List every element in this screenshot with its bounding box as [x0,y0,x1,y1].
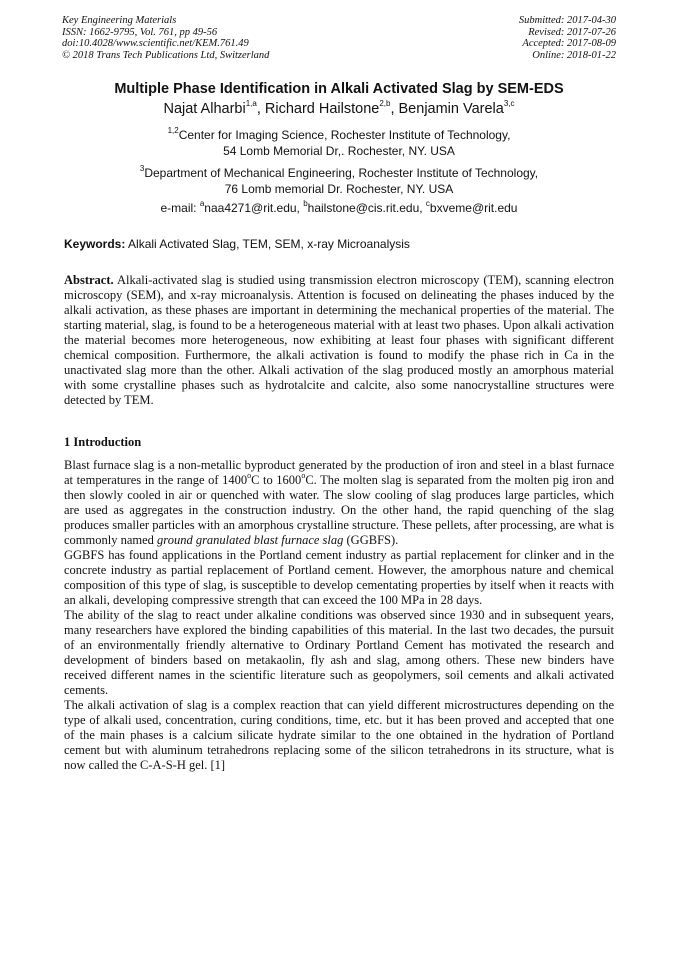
italic-term: ground granulated blast furnace slag [157,533,344,547]
author-sup: 3,c [503,99,515,109]
author-name: Najat Alharbi [163,101,246,117]
affiliation-1 [0,128,678,159]
online-date: Online: 2018-01-22 [532,49,616,61]
degree-sup: o [301,470,306,480]
affil-line: Department of Mechanical Engineering, Rochester Institute of Technology, [144,166,539,180]
text-run: Blast furnace slag is a non-metallic byproduct generated by the production of iron and steel in a blast furnace at temperatures in the range of 1400 [64,458,614,487]
keywords [64,237,410,251]
accepted-date: Accepted: 2017-08-09 [522,38,616,49]
author-name: Benjamin Varela [398,101,504,117]
copyright-line: © 2018 Trans Tech Publications Ltd, Switzerland [62,49,270,61]
email-line: e-mail: $^a$naa4271@rit.edu, $^b$hailstone@cis.rit.edu, $^c$bxveme@rit.edu [160,199,518,215]
email-prefix: e-mail: [160,201,200,215]
affil-sup: 1,2 [167,126,179,135]
paper-title: Multiple Phase Identification in Alkali Activated Slag by SEM-EDS [114,81,564,97]
abstract [64,273,614,408]
paragraph: The ability of the slag to react under alkaline conditions was observed since 1930 and in subsequent years, many researchers have explored the binding capabilities of this material. In the last two decades, the pursuit of an environmentally friendly alternative to Ordinary Portland Cement has motivated the research and development of binders based on metakaolin, fly ash and slag, among others. These new binders have received different names in the scientific literature such as geopolymers, soil cements and alkali activated cements. [64,608,614,697]
email-link[interactable]: bxveme@rit.edu [429,201,518,215]
paragraph: The alkali activation of slag is a complex reaction that can yield different microstructures depending on the type of alkali used, concentration, curing conditions, time, etc. but it has been proved and accepted that one of the main phases is a calcium silicate hydrate similar to the one obtained in the hydration of Portland cement but with aluminum tetrahedrons replacing some of the silicon tetrahedrons in its structure, what is now called the C-A-S-H gel. [1] [64,698,614,772]
text-run: C. The molten slag is separated from the molten pig iron and then slowly cooled in air or quenched with water. The slow cooling of slag produces large particles, which are used as aggregates in the construction industry. On the other hand, the rapid quenching of the slag produces smaller particles with an amorphous crystalline structure. These pellets, after processing, are what is commonly named [64,473,614,547]
doi-line: doi:10.4028/www.scientific.net/KEM.761.49 [62,38,249,49]
paragraph: GGBFS has found applications in the Portland cement industry as partial replacement for clinker and in the concrete industry as partial replacement of Portland cement. However, the amorphous nature and chemical composition of this type of slag, is susceptible to develop cementating properties by itself when it reacts with an alkali, developing compressive strength that can exceed the 100 MPa in 28 days. [64,548,614,607]
author-sup: 2,b [379,99,391,109]
submitted-date: Submitted: 2017-04-30 [518,15,616,26]
author-name: Richard Hailstone [264,101,380,117]
email-sup: b [303,199,308,208]
text-run: C to 1600 [251,473,302,487]
issn-line: ISSN: 1662-9795, Vol. 761, pp 49-56 [62,26,218,38]
introduction-body [64,458,614,773]
keywords-label: Keywords: [64,237,126,251]
dates-info [519,15,616,61]
journal-name: Key Engineering Materials [62,15,177,26]
email-sup: c [425,199,430,208]
journal-info [62,15,269,61]
email-sup: a [199,199,205,208]
abstract-label: Abstract. [64,273,114,287]
revised-date: Revised: 2017-07-26 [528,26,616,38]
author-list: Najat Alharbi$^{1,a}$, Richard Hailstone$^{2,b}$, Benjamin Varela$^{3,c}$ [163,99,515,117]
section-heading: 1 Introduction [64,435,142,449]
email-link[interactable]: hailstone@cis.rit.edu [307,201,420,215]
text-run: (GGBFS). [343,533,399,547]
paragraph [64,458,614,548]
affiliation-2 [0,166,678,197]
affil-line: 54 Lomb Memorial Dr,. Rochester, NY. USA [223,143,455,158]
keywords-text: Alkali Activated Slag, TEM, SEM, x-ray Microanalysis [125,237,410,251]
abstract-text: Alkali-activated slag is studied using transmission electron microscopy (TEM), scanning electron microscopy (SEM), and x-ray microanalysis. Attention is focused on delineating the phases induced by the alkali activation, as these phases are important in determining the mechanical properties of the material. The starting material, slag, is found to be a heterogeneous material with at least two phases. Upon alkali activation the material becomes more heterogeneous, now exhibiting at least four phases with significant different chemical composition. Furthermore, the alkali activation is found to modify the phase rich in Ca in the unactivated slag more than the other. Alkali activation of the slag produced mostly an amorphous material with some crystalline phases such as hydrotalcite and calcite, also some nanocrystalline structures were detected by TEM. [64,273,614,407]
affil-sup: 3 [139,164,145,173]
affil-line: 76 Lomb memorial Dr. Rochester, NY. USA [224,181,454,196]
degree-sup: o [247,470,252,480]
author-sup: 1,a [245,99,257,109]
email-link[interactable]: naa4271@rit.edu [204,201,297,215]
affil-line: Center for Imaging Science, Rochester Institute of Technology, [178,128,511,142]
